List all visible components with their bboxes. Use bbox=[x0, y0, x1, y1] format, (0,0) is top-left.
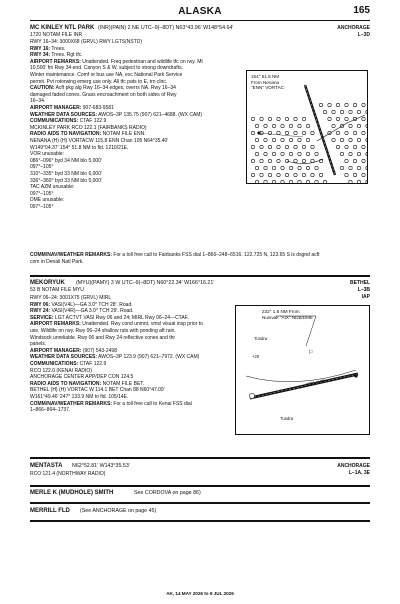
mckinley-elev: 1720 NOTAM FILE INR bbox=[30, 32, 83, 38]
tree-symbol bbox=[264, 138, 267, 141]
mekoryuk-diagram-note: 232° 1.8 NM From Nunivak "AIX" NDB/DME bbox=[262, 309, 313, 320]
mekoryuk-detail-line: use. Wildlife on rwy. Rwy 06–24 shallow ruts with ponding aft rain. bbox=[30, 328, 176, 334]
tree-symbol bbox=[272, 138, 275, 141]
tree-symbol bbox=[255, 124, 258, 127]
tree-symbol bbox=[285, 145, 288, 148]
mckinley-ident: (INR)(PAIN) 2 NE UTC–9(–8DT) N63°43.96ʹ W148°54.64ʹ bbox=[98, 25, 234, 31]
tree-symbol bbox=[315, 152, 318, 155]
mekoryuk-detail-line: 1–866–864–1737. bbox=[30, 407, 71, 414]
tree-symbol bbox=[302, 159, 305, 162]
mekoryuk-region: BETHEL bbox=[350, 280, 370, 286]
mekoryuk-iap: IAP bbox=[361, 294, 370, 300]
merrill-see-link[interactable]: (See ANCHORAGE on page 45) bbox=[80, 508, 157, 514]
tree-symbol bbox=[336, 145, 339, 148]
mckinley-comm-line: COMM/NAV/WEATHER REMARKS: For a toll free call to Fairbanks FSS dial 1–866–248–6516. 122.725 N, 123.65 S is dsgnd acft bbox=[30, 252, 320, 258]
mekoryuk-detail-line: Windsock unreliable. Rwy 06 and Rwy 24 reflective cones and thr bbox=[30, 334, 176, 341]
tree-symbol bbox=[294, 173, 297, 176]
tree-symbol bbox=[294, 159, 297, 162]
mckinley-detail-line: 10,500ʹ fm Rwy 34 end. Canyon S & W, subject to strong downdrafts. bbox=[30, 65, 183, 72]
tree-symbol bbox=[357, 110, 360, 113]
mekoryuk-elev: 53 B NOTAM FILE MYU bbox=[30, 287, 84, 293]
tree-symbol bbox=[251, 131, 254, 134]
tree-symbol bbox=[272, 124, 275, 127]
tree-symbol bbox=[294, 131, 297, 134]
tree-symbol bbox=[340, 166, 343, 169]
tree-symbol bbox=[366, 138, 368, 141]
mekoryuk-detail-line: RADIO AIDS TO NAVIGATION: NOTAM FILE BET. bbox=[30, 380, 145, 387]
tree-symbol bbox=[336, 103, 339, 106]
mentasta-region: ANCHORAGE bbox=[337, 463, 370, 469]
page-number: 165 bbox=[353, 5, 370, 16]
merle-title: MERLE K (MUDHOLE) SMITH bbox=[30, 490, 114, 496]
state-title: ALASKA bbox=[178, 6, 222, 17]
tree-symbol bbox=[289, 138, 292, 141]
mekoryuk-detail-line: COMM/NAV/WEATHER REMARKS: For a toll free call to Kenai FSS dial bbox=[30, 400, 192, 407]
tree-symbol bbox=[319, 103, 322, 106]
tree-symbol bbox=[281, 138, 284, 141]
tree-symbol bbox=[353, 103, 356, 106]
tree-symbol bbox=[353, 173, 356, 176]
vasi-marker bbox=[249, 393, 254, 398]
tree-symbol bbox=[345, 173, 348, 176]
tree-symbol bbox=[332, 110, 335, 113]
tree-symbol bbox=[294, 117, 297, 120]
mentasta-ident: N62°52.81ʹ W143°35.53ʹ bbox=[72, 463, 130, 469]
mckinley-detail-line: 310°–335° byd 33 NM blo 6,000ʹ bbox=[30, 171, 102, 177]
tree-symbol bbox=[315, 180, 318, 183]
tree-symbol bbox=[277, 131, 280, 134]
tree-symbol bbox=[306, 138, 309, 141]
mekoryuk-detail-line: AIRPORT REMARKS: Unattended. Rwy cond unmnt, vmsl visual insp prior to bbox=[30, 321, 203, 328]
road-line bbox=[246, 370, 356, 382]
tree-symbol bbox=[260, 173, 263, 176]
mckinley-detail-line: AIRPORT REMARKS: Unattended. Freq pedestrian and wildlife tfc on rwy. Mt bbox=[30, 58, 203, 65]
tree-symbol bbox=[362, 173, 365, 176]
tree-symbol bbox=[345, 103, 348, 106]
tree-symbol bbox=[332, 124, 335, 127]
section-divider bbox=[30, 457, 370, 459]
mckinley-detail-line: AIRPORT MANAGER: 907-683-9581 bbox=[30, 105, 114, 111]
tree-symbol bbox=[319, 173, 322, 176]
tree-symbol bbox=[366, 124, 368, 127]
mckinley-detail-line: RWY 16: Trees. bbox=[30, 45, 66, 52]
tree-symbol bbox=[345, 145, 348, 148]
tree-symbol bbox=[281, 180, 284, 183]
tree-symbol bbox=[268, 173, 271, 176]
tree-symbol bbox=[302, 145, 305, 148]
mckinley-detail-line: Winter maintenance. Comf or bus use NA, exc National Park Service bbox=[30, 72, 183, 78]
tree-symbol bbox=[294, 145, 297, 148]
mekoryuk-detail-line: ANCHORAGE CENTER APP/DEP CON 124.5 bbox=[30, 374, 134, 381]
tree-symbol bbox=[260, 159, 263, 162]
svg-text:⚐: ⚐ bbox=[308, 350, 314, 356]
mekoryuk-detail-line: RWY 06–24: 3001X75 (GRVL) MIRL bbox=[30, 295, 112, 301]
tree-symbol bbox=[306, 152, 309, 155]
tree-symbol bbox=[349, 180, 352, 183]
tree-symbol bbox=[298, 124, 301, 127]
mckinley-detail-line: COMMUNICATIONS: CTAF 122.9 bbox=[30, 118, 107, 125]
tree-symbol bbox=[285, 117, 288, 120]
section-divider bbox=[30, 485, 370, 487]
mckinley-detail-line: 086°–096° byd 34 NM blo 5,000ʹ bbox=[30, 157, 102, 164]
mentasta-title: MENTASTA bbox=[30, 463, 63, 469]
tree-symbol bbox=[255, 166, 258, 169]
tree-symbol bbox=[255, 180, 258, 183]
tree-symbol bbox=[340, 110, 343, 113]
mckinley-detail-line: 16–34. bbox=[30, 98, 46, 105]
tree-symbol bbox=[349, 110, 352, 113]
tree-symbol bbox=[277, 145, 280, 148]
tree-symbol bbox=[349, 138, 352, 141]
tree-symbol bbox=[357, 124, 360, 127]
tree-symbol bbox=[362, 145, 365, 148]
mckinley-airport-diagram bbox=[246, 70, 368, 184]
tree-symbol bbox=[362, 103, 365, 106]
mckinley-detail-line: WEATHER DATA SOURCES: AWOS–3P 135.75 (907) 621–4688. (WX CAM) bbox=[30, 111, 203, 118]
tree-symbol bbox=[302, 131, 305, 134]
mentasta-rco: RCO 121.4 (NORTHWAY RADIO) bbox=[30, 471, 106, 477]
mckinley-detail-line: TAC AZM unusable: bbox=[30, 184, 75, 191]
mckinley-detail-line: 097°–105° bbox=[30, 164, 54, 171]
mekoryuk-title: MEKORYUK bbox=[30, 280, 65, 286]
tree-symbol bbox=[328, 117, 331, 120]
tree-symbol bbox=[264, 180, 267, 183]
tree-symbol bbox=[268, 117, 271, 120]
mckinley-detail-line: permit. Pvt rotorwing emerg use only. All tfc pats to E, trn clnc. bbox=[30, 78, 168, 85]
tree-symbol bbox=[272, 166, 275, 169]
mekoryuk-detail-line: RWY 24: VASI(V4R)—GA 3.0° TCH 29ʹ. Road. bbox=[30, 308, 134, 315]
mckinley-detail-line: CAUTION: Acft pkg alg Rwy 16–34 edges, overrs NA. Rwy 16–34 bbox=[30, 85, 176, 92]
mekoryuk-detail-line: W161°49.46ʹ 247° 133.9 NM to fld. 105/14E. bbox=[30, 394, 129, 400]
tree-symbol bbox=[255, 152, 258, 155]
tree-symbol bbox=[336, 117, 339, 120]
merrill-title: MERRILL FLD bbox=[30, 508, 70, 514]
tree-symbol bbox=[302, 117, 305, 120]
tree-symbol bbox=[366, 180, 368, 183]
mckinley-detail-line: DME unusable: bbox=[30, 197, 65, 204]
tree-symbol bbox=[255, 138, 258, 141]
mekoryuk-detail-line: SERVICE: LGT ACTVT VASI Rwy 06 and 24; MIRL Rwy 06–24—CTAF. bbox=[30, 314, 189, 321]
mckinley-diagram-note: 154° 51.8 NM From Nenana "ENN" VORTAC bbox=[251, 74, 284, 91]
tree-symbol bbox=[311, 173, 314, 176]
tree-symbol bbox=[311, 131, 314, 134]
tree-symbol bbox=[362, 131, 365, 134]
mckinley-detail-line: W149°04.37ʹ 154° 51.8 NM to fld. 1210/21E. bbox=[30, 144, 129, 151]
tree-symbol bbox=[264, 166, 267, 169]
mekoryuk-detail-line: panels. bbox=[30, 341, 47, 348]
tree-symbol bbox=[357, 180, 360, 183]
tundra-label-south: Tundra bbox=[280, 416, 294, 421]
mekoryuk-diagram-svg bbox=[236, 306, 370, 435]
tree-symbol bbox=[311, 145, 314, 148]
tree-symbol bbox=[260, 145, 263, 148]
header-rule bbox=[30, 20, 370, 21]
section-divider bbox=[30, 275, 370, 277]
tree-symbol bbox=[323, 180, 326, 183]
mekoryuk-detail-line: COMMUNICATIONS: CTAF 122.9 bbox=[30, 361, 107, 367]
tree-symbol bbox=[323, 110, 326, 113]
mckinley-detail-line: 097°–105° bbox=[30, 204, 54, 210]
mekoryuk-detail-line: AIRPORT MANAGER: (907) 543-2498 bbox=[30, 347, 117, 354]
tree-symbol bbox=[251, 173, 254, 176]
tree-symbol bbox=[366, 152, 368, 155]
mckinley-detail-line: NENANA (H) (H) VORTACW 115.8 ENN Chan 105 N64°35.40ʹ bbox=[30, 138, 169, 144]
tree-symbol bbox=[340, 138, 343, 141]
section-divider bbox=[30, 520, 370, 522]
mekoryuk-detail-line: RCO 122.0 (KENAI RADIO) bbox=[30, 367, 92, 374]
mckinley-comm-line: com in Denali Natl Park. bbox=[30, 258, 84, 265]
tree-symbol bbox=[264, 124, 267, 127]
tree-symbol bbox=[340, 152, 343, 155]
tree-symbol bbox=[362, 117, 365, 120]
tree-symbol bbox=[362, 159, 365, 162]
tree-symbol bbox=[306, 180, 309, 183]
vasi-marker-2 bbox=[354, 374, 357, 377]
mckinley-detail-line: RWY 16–34: 3000X68 (GRVL) RWY LGTS(NSTD) bbox=[30, 39, 143, 45]
mekoryuk-detail-line: BETHEL (H) (H) VORTAC W 114.1 BET Chan 88 N60°47.09ʹ bbox=[30, 387, 165, 394]
mekoryuk-chart: L–3B bbox=[357, 287, 370, 293]
tree-symbol bbox=[281, 166, 284, 169]
tree-symbol bbox=[302, 173, 305, 176]
section-divider bbox=[30, 502, 370, 504]
tree-symbol bbox=[298, 180, 301, 183]
elevation-label: +20 bbox=[252, 354, 260, 359]
tree-symbol bbox=[332, 138, 335, 141]
tree-symbol bbox=[349, 152, 352, 155]
footer-effective-dates: AK, 14 MAY 2026 to 9 JUL 2026 bbox=[166, 591, 234, 596]
tree-symbol bbox=[268, 159, 271, 162]
mckinley-detail-line: 097°–105° bbox=[30, 190, 54, 197]
tree-symbol bbox=[315, 166, 318, 169]
tree-symbol bbox=[285, 131, 288, 134]
tree-symbol bbox=[306, 166, 309, 169]
tree-symbol bbox=[298, 166, 301, 169]
tree-symbol bbox=[345, 131, 348, 134]
tree-symbol bbox=[277, 117, 280, 120]
tundra-label-north: Tundra bbox=[254, 336, 268, 341]
tree-symbol bbox=[353, 131, 356, 134]
mckinley-detail-line: MCKINLEY PARK RCO 122.1 (FAIRBANKS RADIO) bbox=[30, 124, 147, 131]
tree-symbol bbox=[349, 166, 352, 169]
mentasta-chart: L–1A, 3E bbox=[348, 470, 370, 476]
mckinley-detail-line: RWY 34: Trees. Rgt tfc. bbox=[30, 52, 83, 59]
tree-symbol bbox=[357, 152, 360, 155]
tree-symbol bbox=[264, 152, 267, 155]
road-line bbox=[317, 115, 365, 141]
mckinley-detail-line: RADIO AIDS TO NAVIGATION: NOTAM FILE ENN. bbox=[30, 131, 146, 138]
runway-dimension-label: 3001 X 75 bbox=[305, 378, 326, 387]
tree-symbol bbox=[251, 117, 254, 120]
tree-symbol bbox=[260, 117, 263, 120]
tree-symbol bbox=[289, 124, 292, 127]
tree-symbol bbox=[289, 166, 292, 169]
tree-symbol bbox=[353, 159, 356, 162]
tree-symbol bbox=[251, 159, 254, 162]
tree-symbol bbox=[366, 110, 368, 113]
tree-symbol bbox=[345, 159, 348, 162]
tree-symbol bbox=[272, 180, 275, 183]
tree-symbol bbox=[281, 124, 284, 127]
mekoryuk-detail-line: RWY 06: VASI(V4L)—GA 3.0° TCH 28ʹ. Road. bbox=[30, 301, 133, 308]
tree-symbol bbox=[349, 124, 352, 127]
tree-symbol bbox=[357, 138, 360, 141]
tree-symbol bbox=[289, 180, 292, 183]
mekoryuk-ident: (MYU)(PAMY) 3 W UTC–9(–8DT) N60°22.34ʹ W166°16.21ʹ bbox=[76, 280, 215, 286]
tree-symbol bbox=[298, 152, 301, 155]
mckinley-region: ANCHORAGE bbox=[337, 25, 370, 31]
mckinley-detail-line: VOR unusable: bbox=[30, 151, 64, 158]
tree-symbol bbox=[277, 173, 280, 176]
merle-see-link[interactable]: See CORDOVA on page 86) bbox=[134, 490, 201, 496]
tree-symbol bbox=[328, 103, 331, 106]
tree-symbol bbox=[268, 145, 271, 148]
mckinley-detail-line: damaged faded cones. Grass encroachment on both sides of Rwy bbox=[30, 91, 177, 98]
mekoryuk-airport-diagram bbox=[235, 305, 370, 435]
mekoryuk-detail-line: WEATHER DATA SOURCES: AWOS–3P 123.9 (907) 621–7972. (WX CAM) bbox=[30, 354, 200, 361]
mckinley-title: MC KINLEY NTL PARK bbox=[30, 25, 95, 31]
tree-symbol bbox=[289, 152, 292, 155]
tree-symbol bbox=[277, 159, 280, 162]
tree-symbol bbox=[366, 166, 368, 169]
tree-symbol bbox=[272, 152, 275, 155]
tree-symbol bbox=[345, 117, 348, 120]
tree-symbol bbox=[285, 173, 288, 176]
tree-symbol bbox=[251, 145, 254, 148]
tree-symbol bbox=[336, 131, 339, 134]
mckinley-detail-line: 336°–360° byd 33 NM blo 5,000ʹ bbox=[30, 177, 102, 184]
tree-symbol bbox=[306, 124, 309, 127]
mckinley-chart: L–3D bbox=[357, 32, 370, 38]
tree-symbol bbox=[281, 152, 284, 155]
tree-symbol bbox=[357, 166, 360, 169]
tree-symbol bbox=[298, 138, 301, 141]
tree-symbol bbox=[353, 145, 356, 148]
